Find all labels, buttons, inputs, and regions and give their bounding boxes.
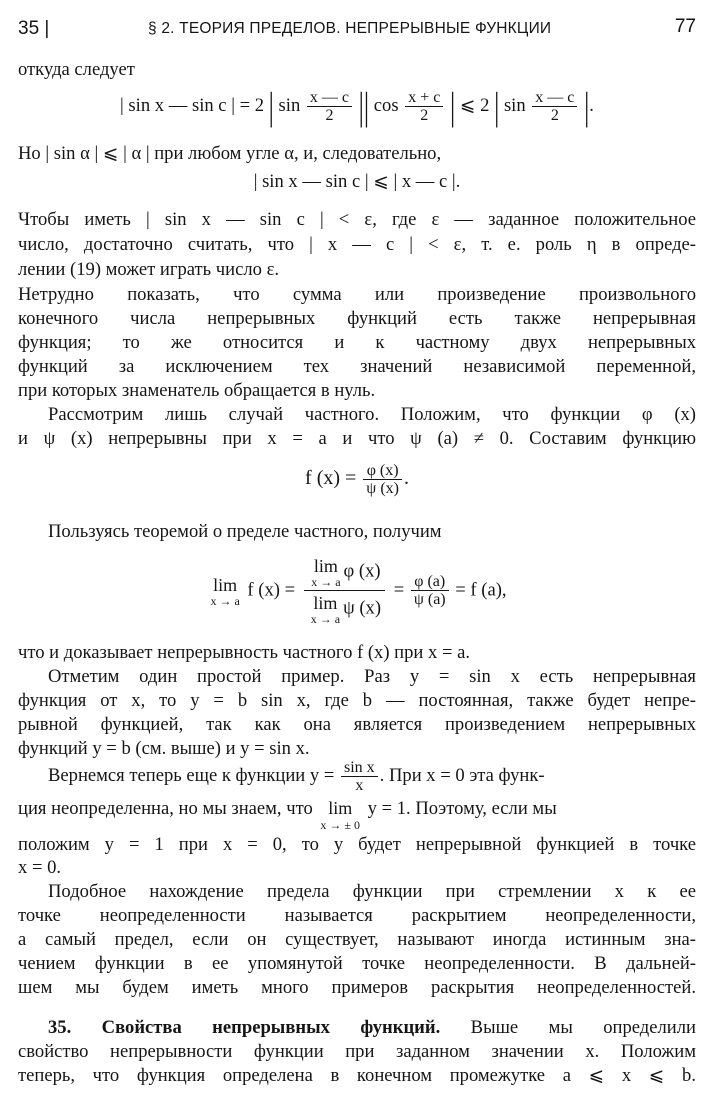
text-line: положим y = 1 при x = 0, то y будет непрерывной функцией в точке: [18, 834, 696, 855]
equation-sin-difference: | sin x — sin c | = 2 | sin $\frac{x — c}{2}$ || cos $\frac{x + c}{2}$ | ⩽ 2 | sin $\frac{x — c}{2}$ |.: [120, 84, 594, 128]
fraction: $\frac{\varphi (x)}{\psi (x)}$: [363, 462, 402, 497]
section-heading-line: 35. Свойства непрерывных функций. Выше мы определили: [48, 1017, 696, 1038]
fraction: $\frac{\varphi (a)}{\psi (a)}$: [411, 573, 449, 608]
text-line-with-fraction: Вернемся теперь еще к функции y = $\frac{\text{sin x}}{x}$ . При x = 0 эта функ-: [48, 759, 545, 795]
text-line: Но | sin α | ⩽ | α | при любом угле α, и, следовательно,: [18, 143, 442, 164]
page-number: 77: [674, 16, 696, 37]
limit: lim x → ± 0: [320, 798, 360, 832]
limit-fraction: lim x → a φ (x) lim x → a ψ (x): [304, 556, 385, 625]
text-line: Рассмотрим лишь случай частного. Положим, что функции φ (x): [48, 404, 696, 425]
text-line-italic: конечного числа непрерывных функций есть также непрерывная: [18, 308, 696, 329]
equation-quotient: f (x) = $\frac{\varphi (x)}{\psi (x)}$ .: [305, 461, 409, 497]
fraction: $\frac{\text{sin x}}{x}$: [341, 759, 378, 794]
equation-inequality: | sin x — sin c | ⩽ | x — c |.: [253, 171, 461, 192]
text-line: свойство непрерывности функции при заданном значении x. Положим: [18, 1041, 696, 1062]
text-line: Пользуясь теоремой о пределе частного, получим: [48, 521, 442, 542]
running-title: § 2. ТЕОРИЯ ПРЕДЕЛОВ. НЕПРЕРЫВНЫЕ ФУНКЦИИ: [148, 20, 552, 37]
text-line: рывной функцией, так как она является произведением непрерывных: [18, 714, 696, 735]
text-line: функция от x, то y = b sin x, где b — постоянная, также будет непре-: [18, 690, 696, 711]
text-line: функций y = b (см. выше) и y = sin x.: [18, 738, 310, 759]
text-line: лении (19) может играть число ε.: [18, 259, 280, 280]
fraction: $\frac{x — c}{2}$: [532, 89, 577, 124]
text-line: теперь, что функция определена в конечном промежутке a ⩽ x ⩽ b.: [18, 1065, 696, 1086]
text-line-italic: Нетрудно показать, что сумма или произведение произвольного: [18, 284, 696, 305]
text-line: Чтобы иметь | sin x — sin c | < ε, где ε — заданное положительное: [18, 209, 696, 230]
text-line: x = 0.: [18, 857, 62, 878]
limit: lim x → a: [210, 574, 240, 608]
section-marker: 35 |: [18, 18, 50, 39]
text-line-italic: функций за исключением тех значений независимой переменной,: [18, 356, 696, 377]
fraction: $\frac{x — c}{2}$: [307, 89, 352, 124]
text-line: а самый предел, если он существует, называют иногда истинным зна-: [18, 929, 696, 950]
text-line: точке неопределенности называется раскрытием неопределенности,: [18, 905, 696, 926]
text-line: число, достаточно считать, что | x — c | < ε, т. е. роль η в опреде-: [18, 234, 696, 255]
text-line: откуда следует: [18, 59, 135, 80]
text-line-with-limit: ция неопределенна, но мы знаем, что lim x → ± 0 y = 1. Поэтому, если мы: [18, 798, 557, 832]
equation-limit-quotient: lim x → a f (x) = lim x → a φ (x) lim x → a ψ (x) = $\frac{\varphi (a)}{\psi (a)}$ = f (a),: [210, 556, 507, 626]
text-line: Отметим один простой пример. Раз y = sin x есть непрерывная: [48, 666, 696, 687]
fraction: $\frac{x + c}{2}$: [405, 89, 443, 124]
text-line-italic: при которых знаменатель обращается в нуль.: [18, 380, 376, 401]
section-heading: 35. Свойства непрерывных функций.: [48, 1017, 441, 1038]
running-header: [18, 10, 696, 40]
text-line-italic: функция; то же относится и к частному двух непрерывных: [18, 332, 696, 353]
text-line: чением функции в ее упомянутой точке неопределенности. В дальней-: [18, 953, 696, 974]
text-line: и ψ (x) непрерывны при x = a и что ψ (a) ≠ 0. Составим функцию: [18, 428, 696, 449]
text-line: что и доказывает непрерывность частного f (x) при x = a.: [18, 642, 471, 663]
text-line: шем мы будем иметь много примеров раскрытия неопределенностей.: [18, 977, 696, 998]
text-line: Подобное нахождение предела функции при стремлении x к ее: [48, 881, 696, 902]
